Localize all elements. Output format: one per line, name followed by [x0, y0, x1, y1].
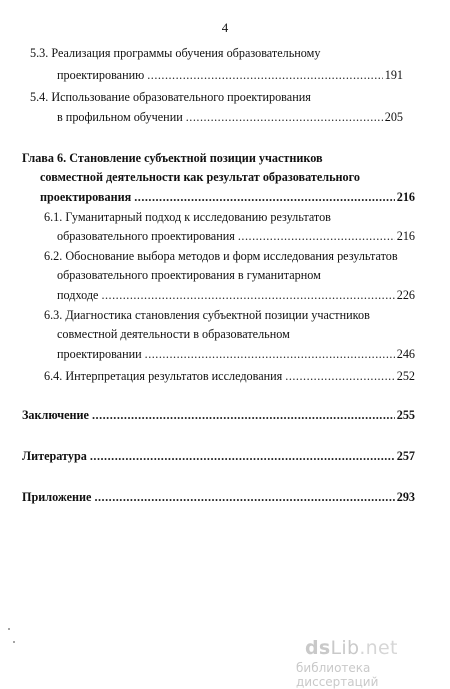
- toc-entry-text: 5.4. Использование образовательного проектирования: [30, 90, 311, 104]
- toc-entry: [30, 90, 311, 105]
- toc-entry: [22, 490, 415, 505]
- scan-speck: [13, 641, 15, 643]
- toc-entry-text: Литература: [22, 449, 87, 463]
- toc-entry-text: проектирования: [40, 190, 132, 204]
- toc-entry-text: проектировании: [57, 347, 142, 361]
- toc-entry-page: 252: [396, 369, 415, 383]
- toc-entry: [22, 408, 415, 423]
- dot-leader: [285, 369, 394, 384]
- toc-entry-text: 6.2. Обоснование выбора методов и форм исследования результатов: [44, 249, 398, 263]
- toc-entry: [57, 229, 415, 244]
- toc-entry: [44, 308, 370, 323]
- toc-entry-page: 216: [396, 190, 415, 204]
- dot-leader: [238, 229, 395, 244]
- toc-entry: [22, 151, 323, 166]
- toc-entry-page: 216: [396, 229, 415, 243]
- watermark-logo-suffix: .net: [359, 637, 398, 659]
- toc-entry-text: проектированию: [57, 68, 145, 82]
- toc-entry-text: 6.1. Гуманитарный подход к исследованию результатов: [44, 210, 331, 224]
- toc-entry: [44, 210, 331, 225]
- scan-speck: [8, 628, 10, 630]
- dot-leader: [145, 347, 395, 362]
- toc-entry: [57, 110, 403, 125]
- toc-entry-text: 5.3. Реализация программы обучения образовательному: [30, 46, 321, 60]
- watermark-logo: [305, 637, 398, 659]
- toc-entry-text: Заключение: [22, 408, 89, 422]
- toc-entry: [40, 170, 360, 185]
- dot-leader: [94, 490, 394, 505]
- dot-leader: [186, 110, 383, 125]
- toc-entry-text: 6.4. Интерпретация результатов исследования: [44, 369, 283, 383]
- watermark-logo-prefix: ds: [305, 637, 331, 659]
- toc-entry-text: в профильном обучении: [57, 110, 183, 124]
- dot-leader: [147, 68, 383, 83]
- dot-leader: [101, 288, 394, 303]
- toc-entry: [57, 327, 290, 342]
- toc-entry: [44, 249, 398, 264]
- dot-leader: [134, 190, 395, 205]
- toc-entry-text: совместной деятельности как результат образовательного: [40, 170, 360, 184]
- toc-entry: [22, 449, 415, 464]
- toc-entry: [57, 288, 415, 303]
- watermark-logo-main: Lib: [330, 637, 360, 659]
- watermark-subtitle: библиотека диссертаций: [296, 661, 379, 689]
- toc-entry-text: образовательного проектирования в гуманитарном: [57, 268, 321, 282]
- toc-entry: [57, 68, 403, 83]
- toc-entry: [44, 369, 415, 384]
- toc-entry: [30, 46, 320, 61]
- dot-leader: [92, 408, 395, 423]
- toc-entry-page: 205: [384, 110, 403, 124]
- toc-entry-text: совместной деятельности в образовательном: [57, 327, 290, 341]
- dot-leader: [90, 449, 395, 464]
- toc-entry-page: 257: [396, 449, 415, 463]
- toc-entry: [57, 347, 415, 362]
- toc-entry-page: 293: [396, 490, 415, 504]
- toc-entry-text: Приложение: [22, 490, 92, 504]
- toc-entry-text: подходе: [57, 288, 99, 302]
- toc-entry-text: образовательного проектирования: [57, 229, 235, 243]
- toc-entry-text: Глава 6. Становление субъектной позиции участников: [22, 151, 323, 165]
- toc-entry-page: 255: [396, 408, 415, 422]
- toc-entry: [40, 190, 415, 205]
- toc-entry-page: 191: [384, 68, 403, 82]
- toc-entry-page: 246: [396, 347, 415, 361]
- toc-entry-text: 6.3. Диагностика становления субъектной позиции участников: [44, 308, 370, 322]
- page-number: 4: [221, 20, 229, 35]
- toc-entry-page: 226: [396, 288, 415, 302]
- toc-entry: [57, 268, 321, 283]
